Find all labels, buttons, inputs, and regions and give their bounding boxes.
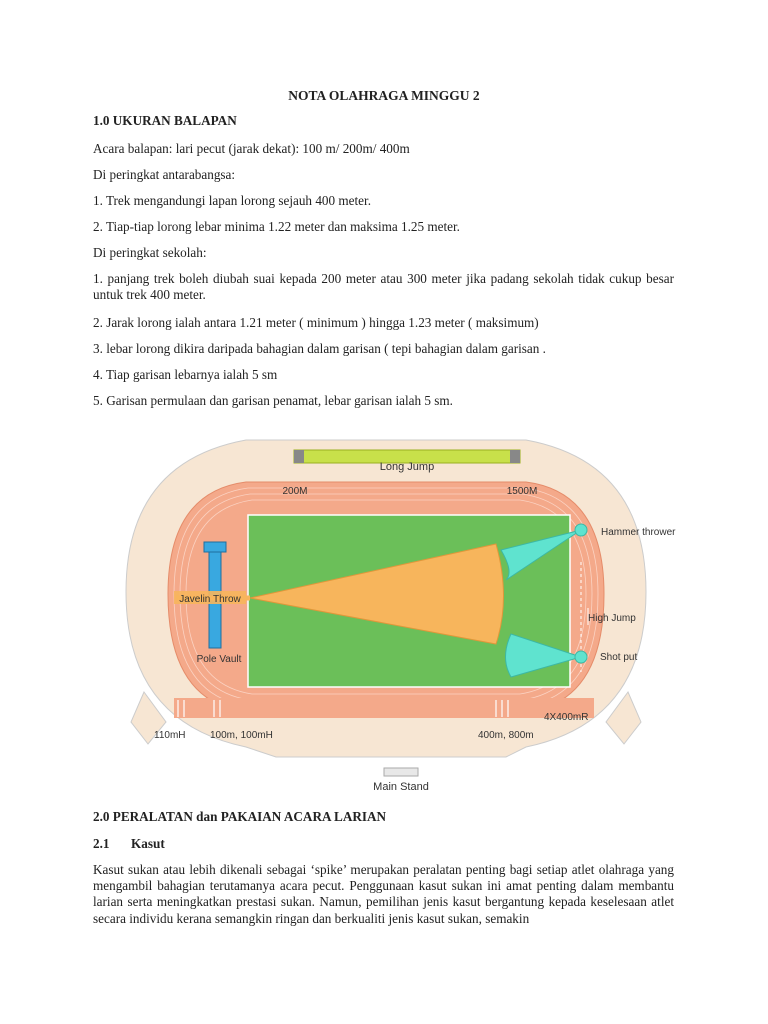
sprint-100m-label: 100m, 100mH [210, 730, 273, 741]
long-jump-end [294, 450, 304, 463]
pole-vault-label: Pole Vault [196, 654, 242, 665]
list-item: 4. Tiap garisan lebarnya ialah 5 sm [93, 367, 278, 382]
paragraph: Kasut sukan atau lebih dikenali sebagai ‘spike’ merupakan peralatan penting bagi setiap atlet olahraga yang mengambil bahagian terutamanya acara pecut. Penggunaan kasut sukan ini amat penting dalam membantu larian serta meningkatkan prestasi sukan. Namun, pemilihan jenis kasut bergantung kepada keselesaan atlet secara individu kerana semangkin ringan dan berkualiti jenis kasut sukan, semakin [93, 862, 674, 926]
shot-put-label: Shot put [600, 652, 638, 663]
hammer-label: Hammer thrower [601, 527, 676, 538]
javelin-label: Javelin Throw [179, 594, 241, 605]
list-item: 1. panjang trek boleh diubah suai kepada 200 meter atau 300 meter jika padang sekolah tidak cukup besar untuk trek 400 meter. [93, 271, 674, 303]
section-2-heading: 2.0 PERALATAN dan PAKAIAN ACARA LARIAN [93, 809, 387, 824]
text-line: 2. Tiap-tiap lorong lebar minima 1.22 meter dan maksima 1.25 meter. [93, 219, 460, 234]
section-1-heading: 1.0 UKURAN BALAPAN [93, 113, 237, 128]
shot-put-circle [575, 651, 587, 663]
high-jump-label: High Jump [588, 613, 636, 624]
home-straight [174, 698, 594, 718]
text-line: Acara balapan: lari pecut (jarak dekat): 100 m/ 200m/ 400m [93, 141, 410, 156]
text-line: Di peringkat sekolah: [93, 245, 207, 260]
pole-vault-box [204, 542, 226, 552]
main-stand-block [384, 768, 418, 776]
marker-200m: 200M [282, 486, 308, 497]
list-item: 3. lebar lorong dikira daripada bahagian dalam garisan ( tepi bahagian dalam garisan . [93, 341, 546, 356]
distance-400m-label: 400m, 800m [478, 730, 534, 741]
long-jump-label: Long Jump [379, 461, 435, 473]
list-item: 5. Garisan permulaan dan garisan penamat, lebar garisan ialah 5 sm. [93, 393, 453, 408]
main-stand-label: Main Stand [373, 781, 429, 793]
list-item: 2. Jarak lorong ialah antara 1.21 meter ( minimum ) hingga 1.23 meter ( maksimum) [93, 315, 539, 330]
subsection-number: 2.1 [93, 836, 110, 851]
marker-1500m: 1500M [506, 486, 538, 497]
subsection-title: Kasut [131, 836, 165, 851]
text-line: 1. Trek mengandungi lapan lorong sejauh 400 meter. [93, 193, 371, 208]
text-line: Di peringkat antarabangsa: [93, 167, 236, 182]
long-jump-end [510, 450, 520, 463]
hammer-circle [575, 524, 587, 536]
document-title: NOTA OLAHRAGA MINGGU 2 [288, 88, 480, 103]
stadium-diagram [126, 422, 676, 798]
hurdles-110m-label: 110mH [154, 730, 186, 741]
relay-label: 4X400mR [544, 712, 589, 723]
